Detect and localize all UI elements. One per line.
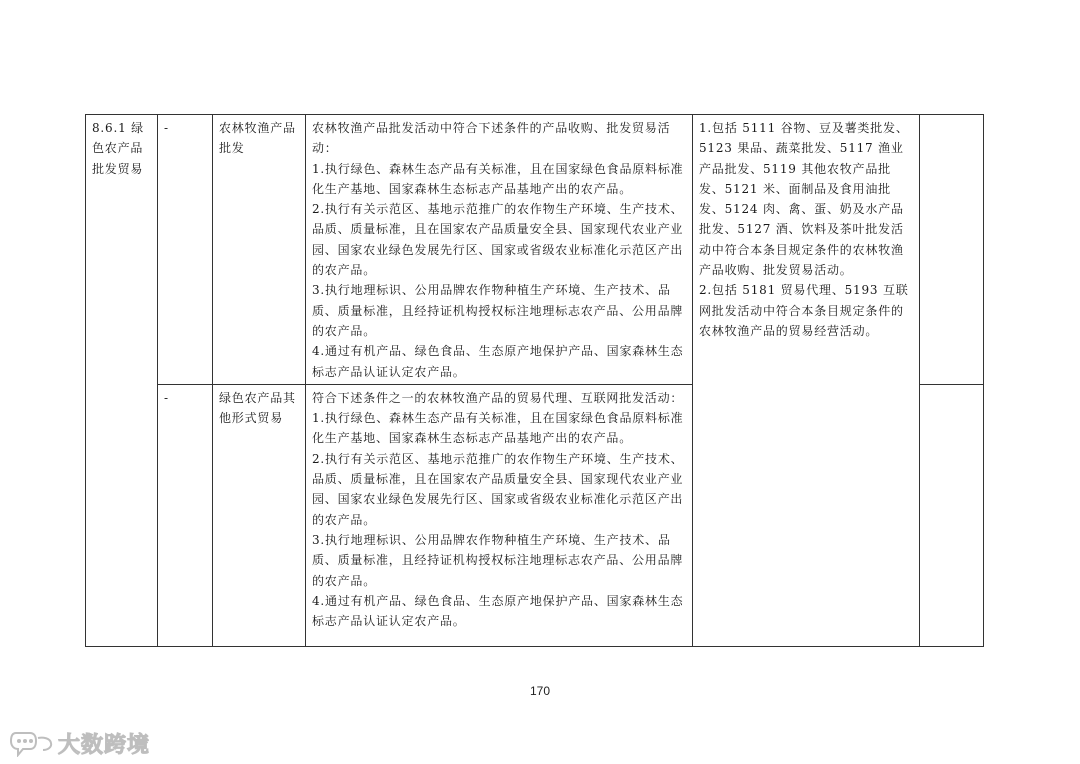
item-name: 绿色农产品其他形式贸易 bbox=[219, 390, 296, 426]
watermark-text: 大数跨境 bbox=[58, 732, 151, 758]
note-paragraph: 1.包括 5111 谷物、豆及薯类批发、5123 果品、蔬菜批发、5117 渔业产品批发、5119 其他农牧产品批发、5121 米、面制品及食用油批发、5124 肉、禽、蛋、奶及水产品批发、5127 酒、饮料及茶叶批发活动中符合本条目规定条件的农林牧渔产品收购、批发贸易活动。 bbox=[699, 121, 909, 278]
content-paragraph: 3.执行地理标识、公用品牌农作物种植生产环境、生产技术、品质、质量标准，且经持证机构授权标注地理标志农产品、公用品牌的农产品。 bbox=[312, 283, 684, 338]
dash-cell bbox=[158, 115, 213, 385]
item-name-cell bbox=[213, 384, 306, 646]
category-code: 8.6.1 绿色农产品批发贸易 bbox=[92, 121, 144, 176]
content-paragraph: 1.执行绿色、森林生态产品有关标准，且在国家绿色食品原料标准化生产基地、国家森林生态标志产品基地产出的农产品。 bbox=[312, 411, 684, 446]
dash-cell bbox=[158, 384, 213, 646]
notes-cell bbox=[693, 115, 920, 647]
page-number: 170 bbox=[529, 684, 551, 698]
dash-marker: - bbox=[164, 390, 169, 405]
content-paragraph: 2.执行有关示范区、基地示范推广的农作物生产环境、生产技术、品质、质量标准，且在国家农产品质量安全县、国家现代农业产业园、国家农业绿色发展先行区、国家或省级农业标准化示范区产出的农产品。 bbox=[312, 202, 684, 278]
empty-cell bbox=[920, 384, 984, 646]
empty-cell bbox=[920, 115, 984, 385]
category-code-cell bbox=[86, 115, 158, 647]
content-paragraph: 4.通过有机产品、绿色食品、生态原产地保护产品、国家森林生态标志产品认证认定农产品。 bbox=[312, 344, 684, 379]
item-name-cell bbox=[213, 115, 306, 385]
dash-marker: - bbox=[164, 121, 169, 135]
content-paragraph: 2.执行有关示范区、基地示范推广的农作物生产环境、生产技术、品质、质量标准，且在国家农产品质量安全县、国家现代农业产业园、国家农业绿色发展先行区、国家或省级农业标准化示范区产出的农产品。 bbox=[312, 451, 684, 527]
content-paragraph: 农林牧渔产品批发活动中符合下述条件的产品收购、批发贸易活动： bbox=[312, 121, 671, 156]
watermark bbox=[10, 728, 150, 758]
note-paragraph: 2.包括 5181 贸易代理、5193 互联网批发活动中符合本条目规定条件的农林牧渔产品的贸易经营活动。 bbox=[699, 283, 909, 338]
content-paragraph: 1.执行绿色、森林生态产品有关标准，且在国家绿色食品原料标准化生产基地、国家森林生态标志产品基地产出的农产品。 bbox=[312, 161, 684, 196]
item-name: 农林牧渔产品批发 bbox=[219, 121, 296, 156]
table-row bbox=[86, 115, 984, 385]
item-content-cell bbox=[306, 384, 693, 646]
content-paragraph: 3.执行地理标识、公用品牌农作物种植生产环境、生产技术、品质、质量标准，且经持证机构授权标注地理标志农产品、公用品牌的农产品。 bbox=[312, 532, 684, 588]
content-paragraph: 4.通过有机产品、绿色食品、生态原产地保护产品、国家森林生态标志产品认证认定农产品。 bbox=[312, 593, 684, 629]
speech-bubble-logo-icon bbox=[10, 729, 54, 757]
item-content-cell bbox=[306, 115, 693, 385]
content-paragraph: 符合下述条件之一的农林牧渔产品的贸易代理、互联网批发活动： bbox=[312, 390, 684, 405]
classification-table bbox=[85, 114, 984, 647]
